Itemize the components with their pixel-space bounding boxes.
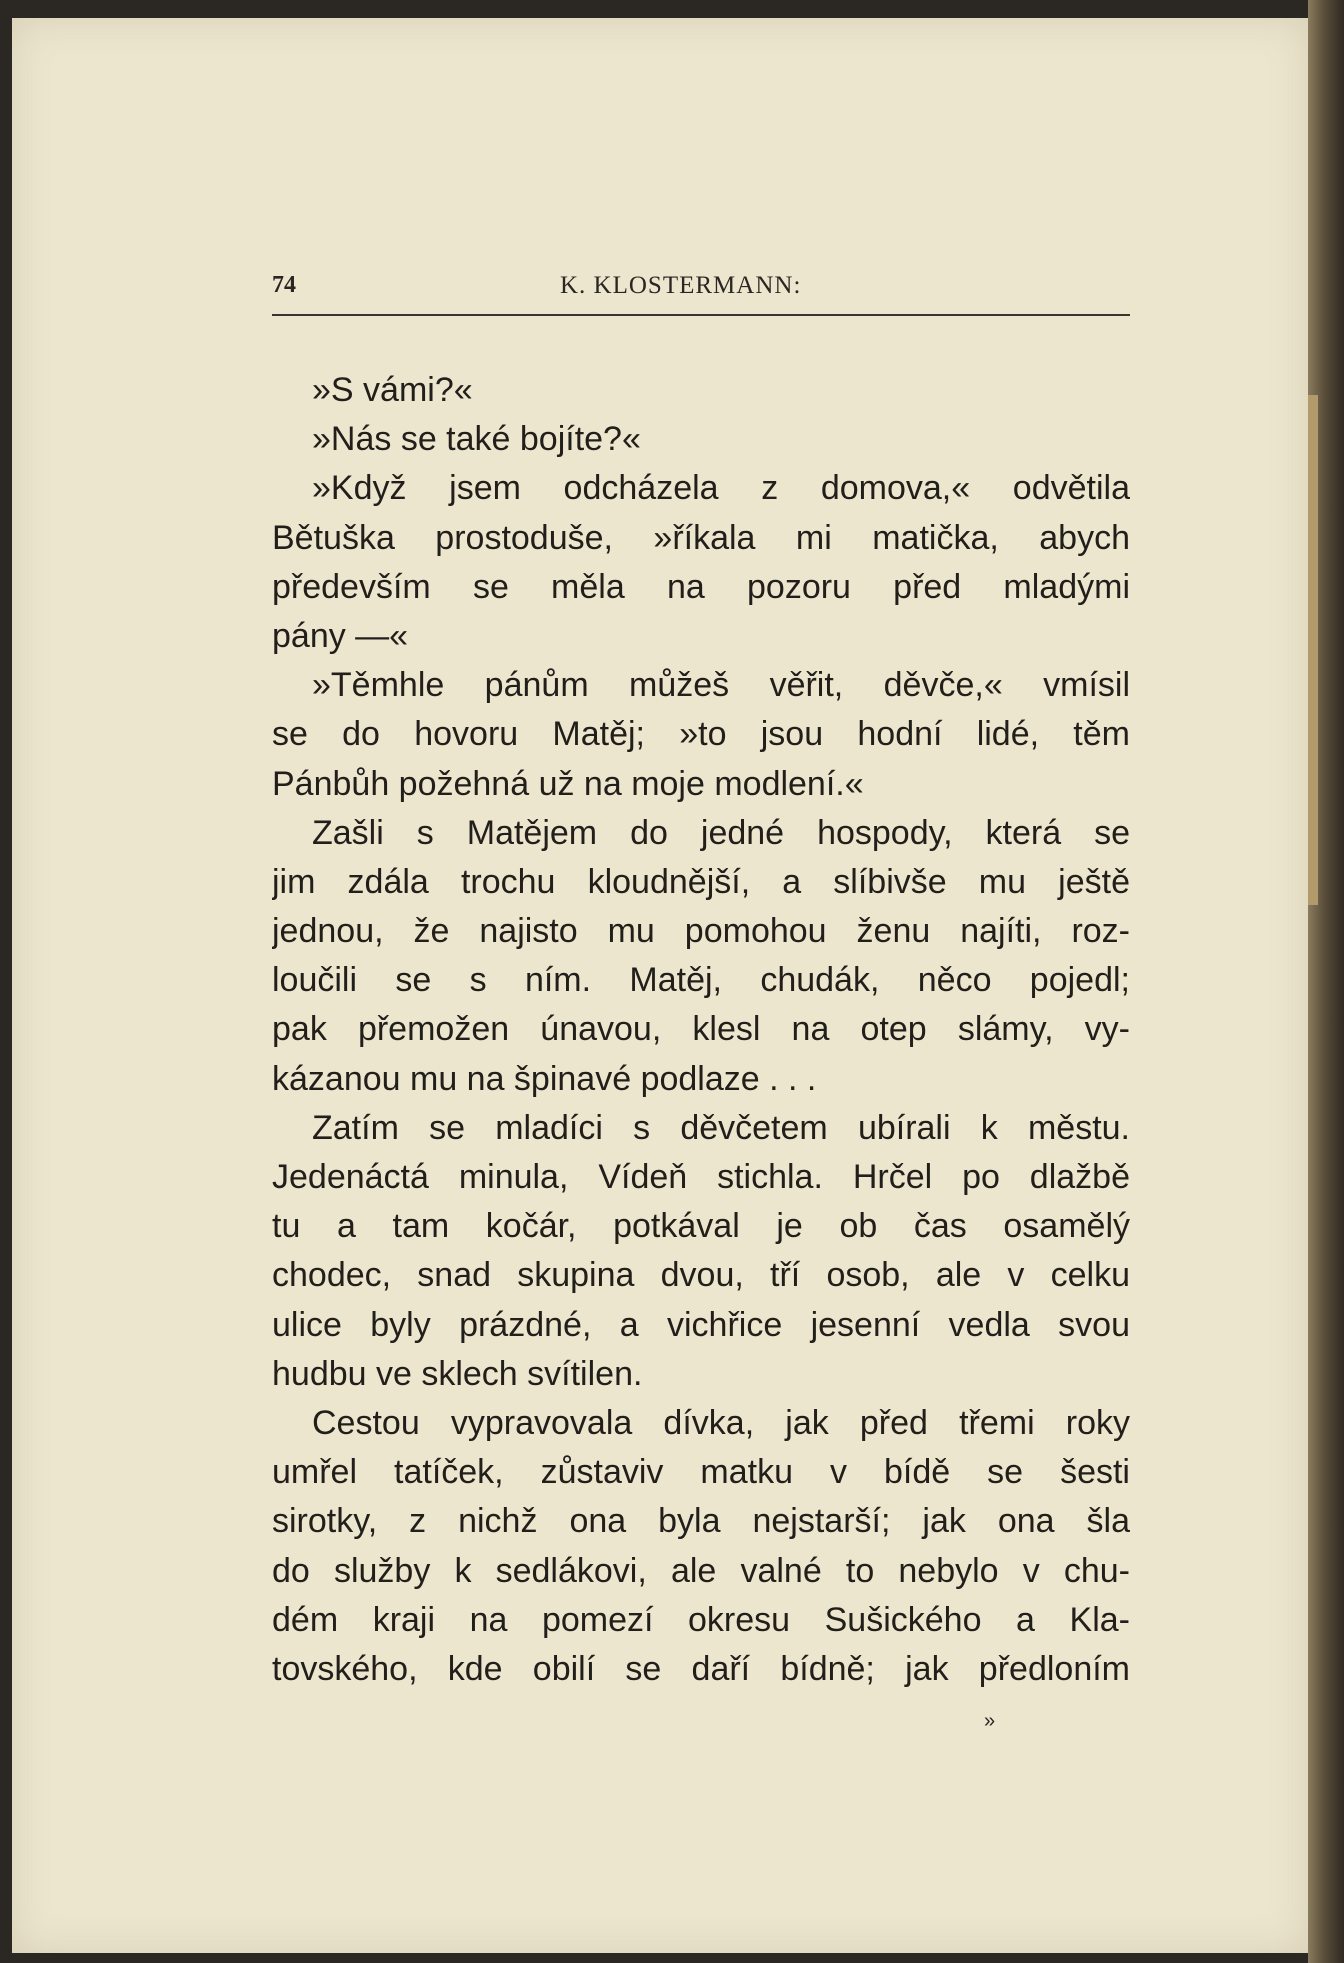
text-line: umřel tatíček, zůstaviv matku v bídě se šesti <box>272 1453 1130 1492</box>
running-head <box>272 272 1128 312</box>
text-line: hudbu ve sklech svítilen. <box>272 1354 643 1393</box>
text-line: tovského, kde obilí se daří bídně; jak předloním <box>272 1649 1130 1688</box>
header-rule <box>272 314 1130 316</box>
text-line: dém kraji na pomezí okresu Sušického a Kla- <box>272 1600 1130 1639</box>
book-binding-edge <box>1308 0 1344 1963</box>
catchword: » <box>984 1710 996 1732</box>
text-line: především se měla na pozoru před mladými <box>272 567 1130 606</box>
running-head-title: K. KLOSTERMANN: <box>560 272 802 299</box>
text-line: Cestou vypravovala dívka, jak před třemi roky <box>312 1403 1130 1442</box>
text-line: Bětuška prostoduše, »říkala mi matička, abych <box>272 518 1130 557</box>
text-line: sirotky, z nichž ona byla nejstarší; jak ona šla <box>272 1502 1130 1541</box>
text-line: pány —« <box>272 616 409 655</box>
text-line: jednou, že najisto mu pomohou ženu najíti, roz- <box>272 912 1130 951</box>
text-line: jim zdála trochu kloudnější, a slíbivše mu ještě <box>272 862 1130 901</box>
text-line: ulice byly prázdné, a vichřice jesenní vedla svou <box>272 1305 1130 1344</box>
text-line: Zašli s Matějem do jedné hospody, která se <box>312 813 1130 852</box>
text-line: Zatím se mladíci s děvčetem ubírali k městu. <box>312 1108 1130 1147</box>
text-line: Jedenáctá minula, Vídeň stichla. Hrčel po dlažbě <box>272 1158 1130 1196</box>
body-text <box>272 366 1130 1694</box>
text-line: pak přemožen únavou, klesl na otep slámy, vy- <box>272 1010 1130 1049</box>
text-line: tu a tam kočár, potkával je ob čas osamělý <box>272 1207 1130 1246</box>
text-line: do služby k sedlákovi, ale valné to nebylo v chu- <box>272 1551 1130 1590</box>
text-line: kázanou mu na špinavé podlaze . . . <box>272 1059 817 1098</box>
text-line: chodec, snad skupina dvou, tří osob, ale v celku <box>272 1256 1130 1295</box>
text-line: se do hovoru Matěj; »to jsou hodní lidé, těm <box>272 715 1130 754</box>
binding-stripe <box>1308 395 1318 905</box>
text-line: »S vámi?« <box>312 371 473 409</box>
text-line: loučili se s ním. Matěj, chudák, něco pojedl; <box>272 961 1130 1000</box>
page-number: 74 <box>272 272 296 298</box>
text-line: Pánbůh požehná už na moje modlení.« <box>272 764 864 803</box>
text-line: »Když jsem odcházela z domova,« odvětila <box>312 469 1130 508</box>
text-line: »Těmhle pánům můžeš věřit, děvče,« vmísil <box>312 666 1130 705</box>
text-line: »Nás se také bojíte?« <box>312 420 641 459</box>
